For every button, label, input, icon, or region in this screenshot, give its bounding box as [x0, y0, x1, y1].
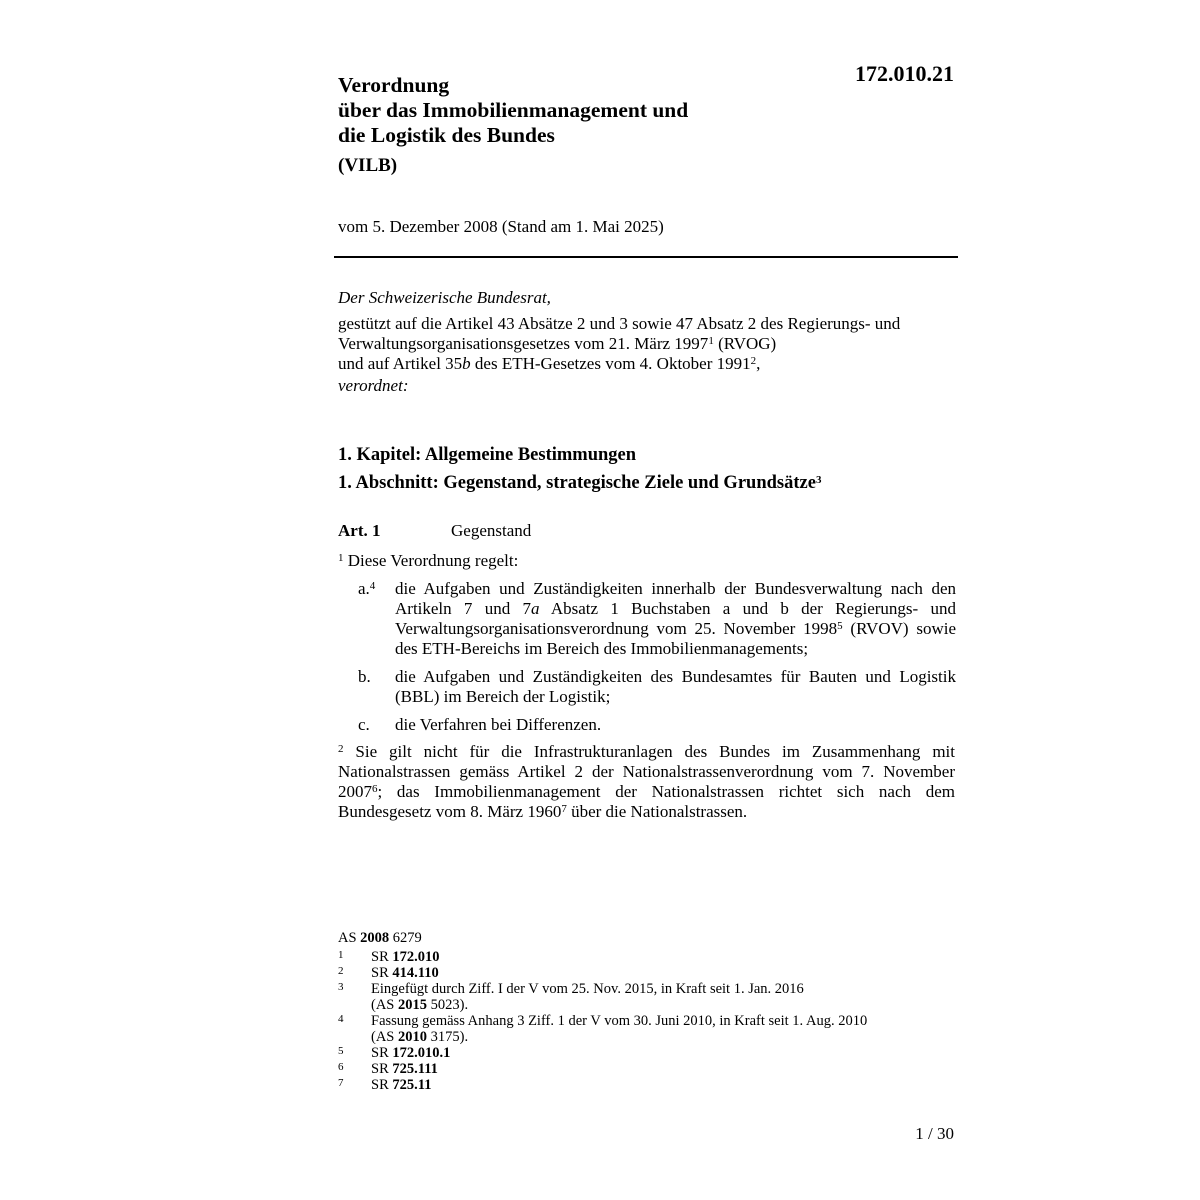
date-line: vom 5. Dezember 2008 (Stand am 1. Mai 2025) [338, 217, 664, 236]
footnote-number: 2 [338, 965, 344, 977]
footnote-text [371, 981, 958, 1013]
paragraph-number: 1 [338, 552, 344, 564]
fn-text: Fassung gemäss Anhang 3 Ziff. 1 der V vom 30. Juni 2010, in Kraft seit 1. Aug. 2010 [371, 1013, 868, 1029]
list-item [358, 579, 956, 659]
header-divider [334, 256, 958, 258]
fn-text: 5023). [427, 997, 469, 1013]
paragraph-number: 2 [338, 743, 344, 755]
document-title [338, 73, 858, 179]
footnote-ref[interactable]: 1 [708, 335, 714, 347]
fn-text: SR [371, 1061, 393, 1077]
fn-text: SR [371, 1045, 393, 1061]
footnotes [338, 930, 958, 1093]
fn-text: 2015 [398, 997, 427, 1013]
preamble-basis-text: , [756, 354, 761, 373]
fn-text: SR [371, 1077, 393, 1093]
fn-text: 6279 [389, 930, 422, 946]
fn-text: 2010 [398, 1029, 427, 1045]
list-marker: c. [358, 715, 370, 734]
preamble-basis-text: (RVOG) [713, 334, 777, 353]
footnote-ref[interactable]: 4 [369, 580, 376, 592]
footnote-ref[interactable]: 3 [815, 474, 822, 486]
list-text-part: Absatz 1 Buchstaben a und b der Regierungs- und Verwaltungsorganisationsverordnung vom 25. November 1998 [395, 599, 956, 638]
list-text-part: a [531, 599, 540, 618]
preamble-basis [338, 314, 958, 374]
footnote-ref[interactable]: 5 [837, 620, 843, 632]
list-text-part: (RVOV) sowie des ETH-Bereichs im Bereich des Immobilienmanagements; [395, 619, 956, 658]
chapter-heading: 1. Kapitel: Allgemeine Bestimmungen [338, 445, 637, 465]
preamble-authority: Der Schweizerische Bundesrat, [338, 288, 551, 307]
fn-text: (AS [371, 997, 398, 1013]
preamble-basis-text: des ETH-Gesetzes vom 4. Oktober 1991 [470, 354, 751, 373]
fn-text: 3175). [427, 1029, 469, 1045]
title-abbreviation: (VILB) [338, 155, 398, 176]
fn-text: 2008 [360, 930, 390, 946]
footnote [338, 949, 958, 965]
footnote-number: 7 [338, 1077, 344, 1089]
footnote [338, 981, 958, 1013]
footnote [338, 1077, 958, 1093]
preamble [338, 288, 958, 396]
preamble-basis-text: b [462, 354, 471, 373]
title-line: über das Immobilienmanagement und [338, 98, 689, 122]
paragraph-text: über die Nationalstrassen. [566, 802, 748, 821]
fn-text: SR [371, 949, 393, 965]
fn-link[interactable]: 414.110 [392, 965, 439, 981]
section-heading [338, 471, 821, 495]
list-marker: b. [358, 667, 371, 686]
article-paragraph-2 [338, 742, 955, 822]
section-heading-text: 1. Abschnitt: Gegenstand, strategische Ziele und Grundsätze [338, 473, 816, 493]
paragraph-text: Diese Verordnung regelt: [343, 551, 519, 570]
footnote [338, 1061, 958, 1077]
fn-text: Eingefügt durch Ziff. I der V vom 25. Nov. 2015, in Kraft seit 1. Jan. 2016 [371, 981, 804, 997]
footnote-text [371, 1077, 958, 1093]
list-item [358, 667, 956, 707]
footnote [338, 965, 958, 981]
list-item-text [395, 579, 956, 659]
footnote-number: 6 [338, 1061, 344, 1073]
list-marker-text: a. [358, 579, 370, 598]
fn-text: AS [338, 930, 361, 946]
list-item-text: die Verfahren bei Differenzen. [395, 715, 602, 734]
footnote-text [371, 949, 958, 965]
article-list [358, 579, 956, 743]
footnote-text [371, 1013, 958, 1045]
footnote-text [371, 1045, 958, 1061]
footnote-number: 5 [338, 1045, 344, 1057]
page-number: 1 / 30 [915, 1124, 954, 1143]
paragraph-text: Sie gilt nicht für die Infrastrukturanlagen des Bundes im Zusammenhang mit Nationalstrassen gemäss Artikel 2 der Nationalstrassenverordnung vom 7. November 2007 [338, 742, 955, 801]
paragraph-text: ; das Immobilienmanagement der Nationalstrassen richtet sich nach dem Bundesgesetz vom 8. März 1960 [338, 782, 955, 821]
fn-link[interactable]: 172.010.1 [392, 1045, 451, 1061]
footnote [338, 1045, 958, 1061]
fn-text: SR [371, 965, 393, 981]
footnote-ref[interactable]: 2 [750, 355, 757, 367]
preamble-enacts: verordnet: [338, 376, 409, 395]
sr-number: 172.010.21 [855, 61, 954, 86]
footnote-text [371, 965, 958, 981]
fn-link[interactable]: 172.010 [392, 949, 440, 965]
footnote [338, 1013, 958, 1045]
list-marker [358, 579, 395, 659]
footnote-number: 1 [338, 949, 344, 961]
footnote-ref[interactable]: 7 [561, 803, 567, 815]
article-header [338, 520, 531, 542]
article-number: Art. 1 [338, 521, 381, 540]
title-line: die Logistik des Bundes [338, 123, 555, 147]
fn-link[interactable]: 725.11 [392, 1077, 432, 1093]
preamble-basis-text: und auf Artikel 35 [338, 354, 463, 373]
list-text-part: die Aufgaben und Zuständigkeiten innerhalb der Bundesverwaltung nach den Artikeln 7 und 7 [395, 579, 956, 618]
article-paragraph-1 [338, 551, 955, 571]
list-item-text: die Aufgaben und Zuständigkeiten des Bundesamtes für Bauten und Logistik (BBL) im Bereich der Logistik; [395, 667, 956, 706]
footnote-ref[interactable]: 6 [372, 783, 378, 795]
footnote-number: 3 [338, 981, 344, 993]
fn-text: (AS [371, 1029, 398, 1045]
fn-link[interactable]: 725.111 [392, 1061, 438, 1077]
footnote-text [371, 1061, 958, 1077]
footnote-as-reference [338, 930, 958, 946]
article-title: Gegenstand [451, 521, 532, 540]
preamble-basis-text: gestützt auf die Artikel 43 Absätze 2 und 3 sowie 47 Absatz 2 des Regierungs- und Verwaltungsorganisationsgesetzes vom 21. März 1997 [338, 314, 901, 353]
footnote-number: 4 [338, 1013, 344, 1025]
list-item [358, 715, 956, 735]
title-line: Verordnung [338, 73, 450, 97]
